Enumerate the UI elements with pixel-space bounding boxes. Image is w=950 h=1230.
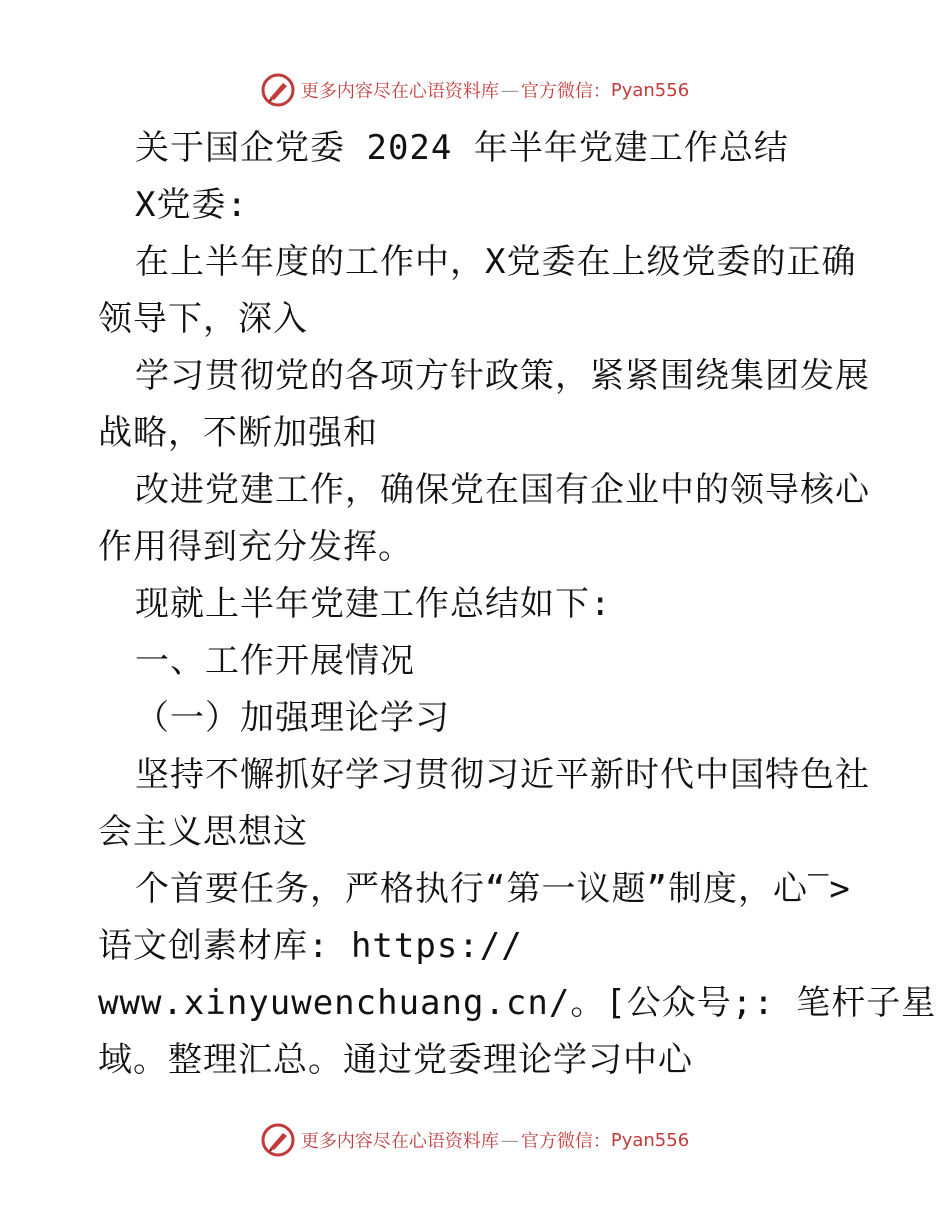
document-body bbox=[98, 120, 937, 1089]
paragraph-line: 在上半年度的工作中，X党委在上级党委的正确 bbox=[135, 242, 857, 282]
watermark-label: 官方微信： bbox=[520, 81, 611, 102]
watermark-text: 更多内容尽在心语资料库 bbox=[300, 81, 499, 102]
salutation: X党委: bbox=[135, 185, 248, 225]
paragraph-line: 语文创素材库: https:// bbox=[98, 926, 523, 966]
paragraph-line: www.xinyuwenchuang.cn/。[公众号;: 笔杆子星 bbox=[98, 983, 937, 1023]
subsection-heading: （一）加强理论学习 bbox=[135, 698, 450, 738]
paragraph-line: 会主义思想这 bbox=[98, 812, 308, 852]
section-heading: 一、工作开展情况 bbox=[135, 641, 415, 681]
document-title: 关于国企党委 2024 年半年党建工作总结 bbox=[135, 128, 789, 168]
paragraph-line: 现就上半年党建工作总结如下: bbox=[135, 584, 612, 624]
watermark-id: Pyan556 bbox=[610, 79, 690, 101]
watermark-dash: — bbox=[500, 1129, 519, 1151]
watermark-id: Pyan556 bbox=[610, 1129, 690, 1151]
watermark-label: 官方微信： bbox=[520, 1131, 611, 1152]
paragraph-line: 作用得到充分发挥。 bbox=[98, 527, 413, 567]
footer-watermark bbox=[0, 1120, 950, 1160]
paragraph-line: 域。整理汇总。通过党委理论学习中心 bbox=[98, 1040, 693, 1080]
watermark-text: 更多内容尽在心语资料库 bbox=[300, 1131, 499, 1152]
paragraph-line: 个首要任务，严格执行“第一议题”制度，心‾> bbox=[135, 869, 851, 909]
paragraph-line: 坚持不懈抓好学习贯彻习近平新时代中国特色社 bbox=[135, 755, 870, 795]
paragraph-line: 学习贯彻党的各项方针政策，紧紧围绕集团发展 bbox=[135, 356, 870, 396]
pen-logo-icon bbox=[261, 73, 295, 107]
paragraph-line: 战略，不断加强和 bbox=[98, 413, 378, 453]
watermark-dash: — bbox=[500, 79, 519, 101]
paragraph-line: 领导下，深入 bbox=[98, 299, 308, 339]
paragraph-line: 改进党建工作，确保党在国有企业中的领导核心 bbox=[135, 470, 870, 510]
header-watermark bbox=[0, 70, 950, 110]
pen-logo-icon bbox=[261, 1123, 295, 1157]
